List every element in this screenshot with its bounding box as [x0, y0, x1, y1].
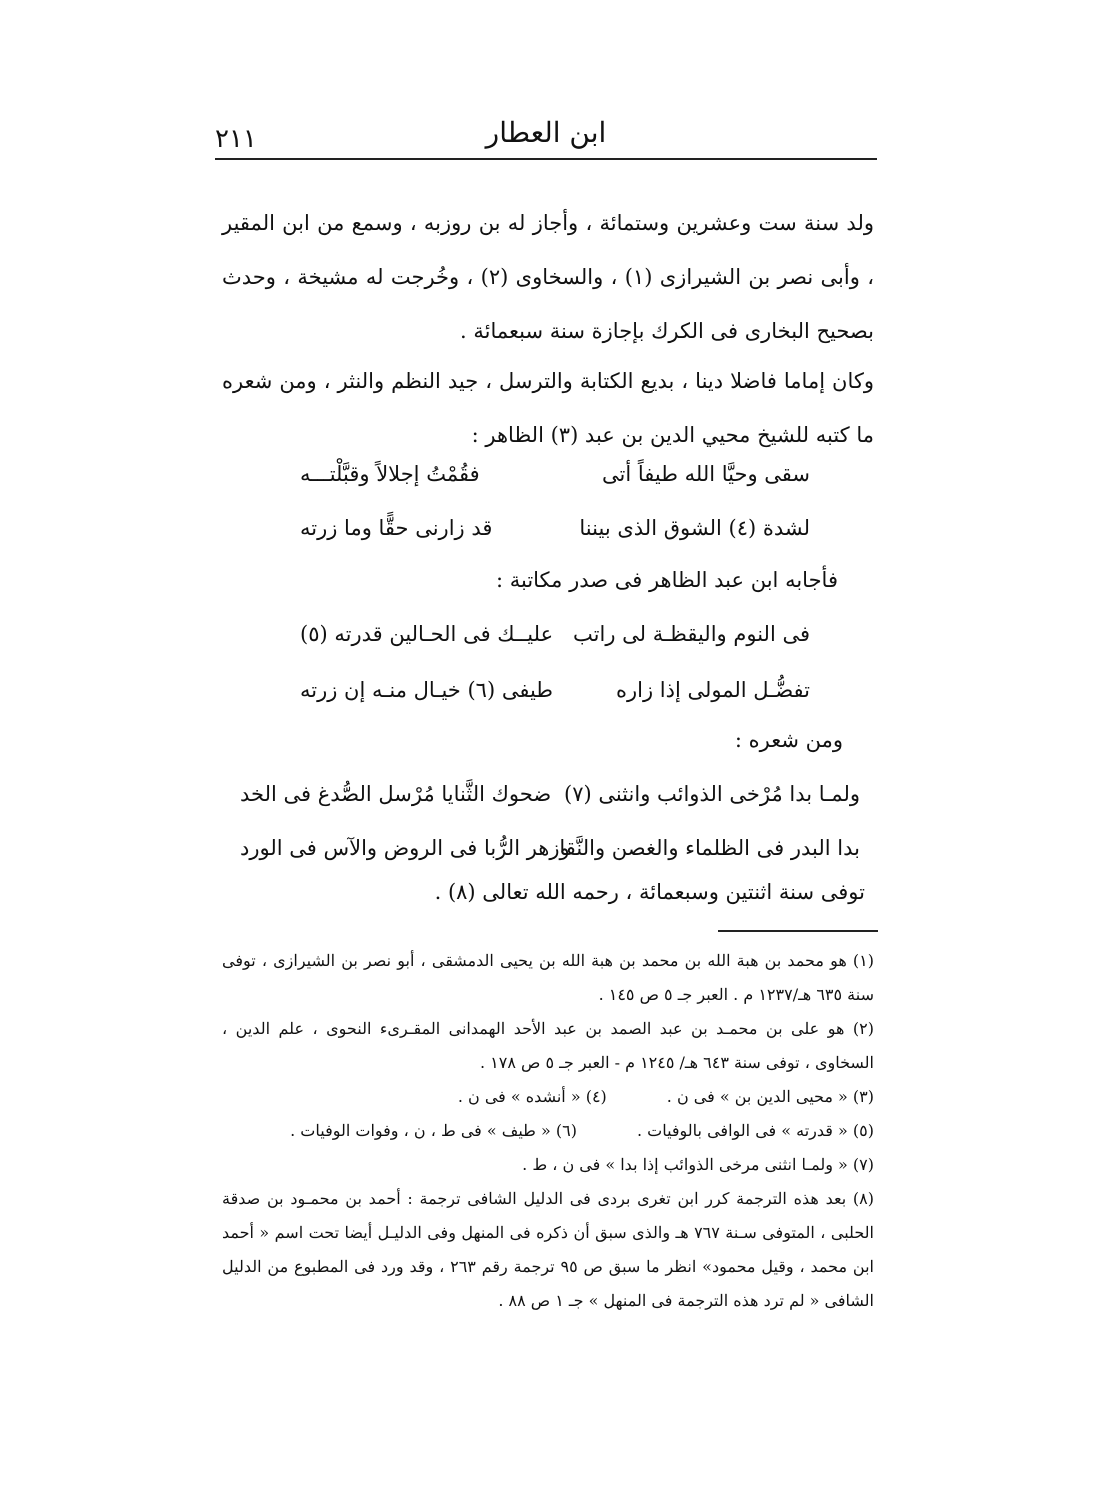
- verse-line: [240, 506, 880, 562]
- verse-second-hemistich: طيفى (٦) خيـال منـه إن زرته: [300, 678, 553, 702]
- paragraph-birth: [222, 196, 874, 358]
- footnote: (٤) « أنشده » فى ن .: [457, 1087, 607, 1106]
- footnote-pair: [222, 1080, 874, 1114]
- footnote: (٦) « طيف » فى ط ، ن ، وفوات الوفيات .: [290, 1121, 577, 1140]
- verse-first-hemistich: تفضُّـل المولى إذا زاره: [615, 678, 810, 702]
- verse-second-hemistich: قد زارنى حقًّا وما زرته: [300, 516, 493, 540]
- header-rule: [215, 158, 877, 160]
- running-title: ابن العطار: [485, 116, 607, 149]
- footnote: (٧) « ولمـا انثنى مرخى الذوائب إذا بدا » فى ن ، ط .: [522, 1155, 874, 1174]
- verse-line: [240, 612, 880, 668]
- page-number: ٢١١: [215, 124, 257, 154]
- verse-second-hemistich: وزهر الرُّبا فى الروض والآس فى الورد: [240, 836, 570, 860]
- verse-first-hemistich: لشدة (٤) الشوق الذى بيننا: [579, 516, 810, 540]
- verse-first-hemistich: ولمـا بدا مُرْخى الذوائب وانثنى (٧): [563, 782, 860, 806]
- verse-line: [240, 452, 880, 508]
- paragraph-death: توفى سنة اثنتين وسبعمائة ، رحمه الله تعالى (٨) .: [434, 880, 865, 904]
- page-header: [215, 112, 877, 158]
- verse-second-hemistich: عليــك فى الحـالين قدرته (٥): [300, 622, 554, 646]
- paragraph-text: ولد سنة ست وعشرين وستمائة ، وأجاز له بن روزبه ، وسمع من ابن المقير ، وأبى نصر بن الشيرازى (١) ، والسخاوى (٢) ، وخُرجت له مشيخة ، وحدث بصحيح البخارى فى الكرك بإجازة سنة سبعمائة .: [222, 211, 874, 343]
- footnotes: [222, 944, 874, 1318]
- footnote: (٢) هو على بن محمـد بن عبد الصمد بن عبد الأحد الهمدانى المقـرىء النحوى ، علم الدين ، السخاوى ، توفى سنة ٦٤٣ هـ/ ١٢٤٥ م - العبر جـ ٥ ص ١٧٨ .: [222, 1019, 874, 1072]
- verse-line: [240, 668, 880, 724]
- reply-label: فأجابه ابن عبد الظاهر فى صدر مكاتبة :: [495, 568, 838, 592]
- verse-first-hemistich: بدا البدر فى الظلماء والغصن والنَّقا: [559, 836, 860, 860]
- paragraph-text: وكان إماما فاضلا دينا ، بديع الكتابة والترسل ، جيد النظم والنثر ، ومن شعره ما كتبه للشيخ محيي الدين بن عبد (٣) الظاهر :: [222, 369, 874, 447]
- footnote: (٥) « قدرته » فى الوافى بالوفيات .: [636, 1121, 874, 1140]
- verse-second-hemistich: ضحوك الثَّنايا مُرْسل الصُّدغ فى الخد: [240, 782, 552, 806]
- paragraph-description: [222, 354, 874, 462]
- verse-line: [240, 772, 880, 828]
- footnote: (٨) بعد هذه الترجمة كرر ابن تغرى بردى فى الدليل الشافى ترجمة : أحمد بن محمـود بن صدقة الحلبى ، المتوفى سـنة ٧٦٧ هـ والذى سبق أن ذكره فى المنهل وفى الدليـل أيضا تحت اسم « أحمد ابن محمد ، وقيل محمود» انظر ما سبق ص ٩٥ ترجمة رقم ٢٦٣ ، وقد ورد فى المطبوع من الدليل الشافى « لم ترد هذه الترجمة فى المنهل » جـ ١ ص ٨٨ .: [222, 1189, 875, 1310]
- verse-first-hemistich: فى النوم واليقظـة لى راتب: [573, 622, 810, 646]
- footnote-rule: [718, 930, 878, 932]
- poetry-label: ومن شعره :: [734, 728, 843, 752]
- footnote-pair: [222, 1114, 874, 1148]
- footnote: (١) هو محمد بن هبة الله بن محمد بن هبة الله بن يحيى الدمشقى ، أبو نصر بن الشيرازى ، توفى سنة ٦٣٥ هـ/١٢٣٧ م . العبر جـ ٥ ص ١٤٥ .: [222, 951, 874, 1004]
- footnote: (٣) « محيى الدين بن » فى ن .: [666, 1087, 874, 1106]
- verse-second-hemistich: فقُمْتُ إجلالاً وقبَّلْتـــه: [300, 462, 480, 486]
- verse-first-hemistich: سقى وحيَّا الله طيفاً أتى: [602, 462, 810, 486]
